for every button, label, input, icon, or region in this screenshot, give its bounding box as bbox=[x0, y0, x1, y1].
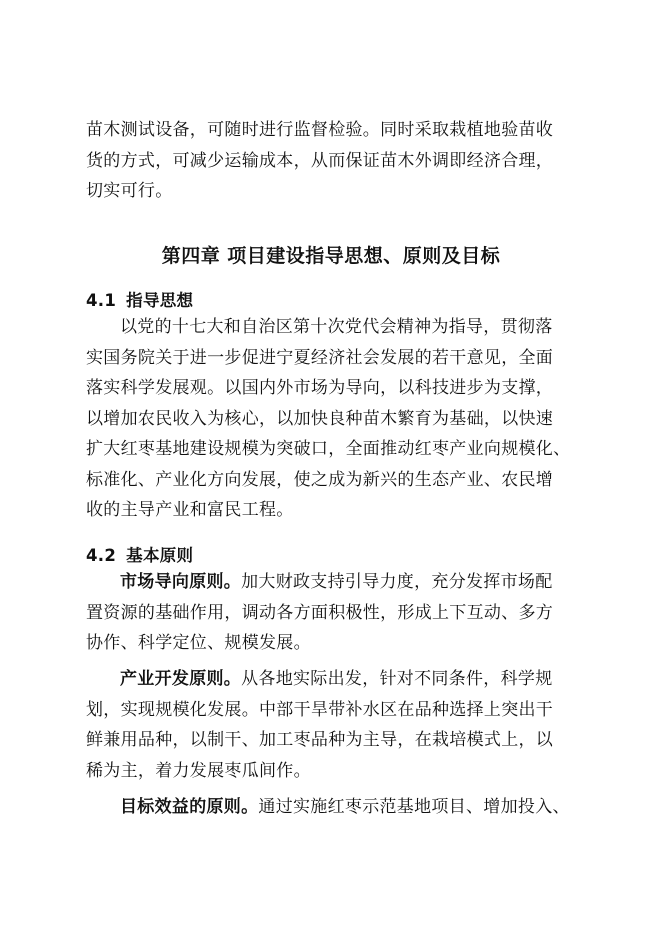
p2-first-line bbox=[86, 664, 586, 695]
s1-line-1: 以党的十七大和自治区第十次党代会精神为指导，贯彻落 bbox=[120, 317, 553, 337]
p2-first-rest: 从各地实际出发，针对不同条件，科学规 bbox=[241, 669, 553, 689]
intro-line-1: 苗木测试设备，可随时进行监督检验。同时采取栽植地验苗收 bbox=[86, 120, 554, 140]
principle-market-paragraph bbox=[86, 567, 586, 659]
p1-first-line bbox=[86, 567, 586, 598]
section-4-2-heading bbox=[86, 542, 193, 566]
p3-first-rest: 通过实施红枣示范基地项目、增加投入、 bbox=[258, 797, 570, 817]
s1-line-6: 标准化、产业化方向发展，使之成为新兴的生态产业、农民增 bbox=[86, 469, 554, 490]
p1-lead: 市场导向原则。 bbox=[120, 572, 242, 592]
p2-lead: 产业开发原则。 bbox=[120, 669, 242, 689]
p2-line-3: 鲜兼用品种，以制干、加工枣品种为主导，在栽培模式上，以 bbox=[86, 730, 554, 750]
s1-line-5: 扩大红枣基地建设规模为突破口，全面推动红枣产业向规模化、 bbox=[86, 439, 571, 459]
section-4-1-body bbox=[86, 312, 586, 526]
p3-first-line bbox=[86, 792, 586, 823]
section-4-2-number: 4.2 bbox=[86, 546, 117, 565]
intro-line-2: 货的方式，可减少运输成本，从而保证苗木外调即经济合理， bbox=[86, 150, 554, 171]
chapter-title: 第四章 项目建设指导思想、原则及目标 bbox=[161, 245, 501, 267]
p1-line-3: 协作、科学定位、规模发展。 bbox=[86, 633, 311, 653]
section-4-2-title: 基本原则 bbox=[126, 546, 194, 565]
p2-line-2: 划，实现规模化发展。中部干旱带补水区在品种选择上突出干 bbox=[86, 699, 554, 720]
section-4-1-number: 4.1 bbox=[86, 291, 117, 310]
p2-line-4: 稀为主，着力发展枣瓜间作。 bbox=[86, 760, 311, 781]
section-4-1-heading bbox=[86, 287, 193, 311]
s1-line-2: 实国务院关于进一步促进宁夏经济社会发展的若干意见，全面 bbox=[86, 347, 554, 368]
p3-lead: 目标效益的原则。 bbox=[120, 797, 259, 817]
section-4-1-title: 指导思想 bbox=[126, 291, 194, 310]
p1-first-rest: 加大财政支持引导力度，充分发挥市场配 bbox=[241, 572, 553, 592]
principle-industry-paragraph bbox=[86, 664, 586, 786]
s1-line-4: 以增加农民收入为核心，以加快良种苗木繁育为基础，以快速 bbox=[86, 408, 554, 429]
s1-line-3: 落实科学发展观。以国内外市场为导向，以科技进步为支撑， bbox=[86, 378, 554, 398]
s1-line-7: 收的主导产业和富民工程。 bbox=[86, 500, 294, 520]
intro-line-3: 切实可行。 bbox=[86, 181, 173, 201]
p1-line-2: 置资源的基础作用，调动各方面积极性，形成上下互动、多方 bbox=[86, 602, 554, 623]
intro-paragraph bbox=[86, 115, 586, 207]
principle-benefit-paragraph bbox=[86, 792, 586, 823]
